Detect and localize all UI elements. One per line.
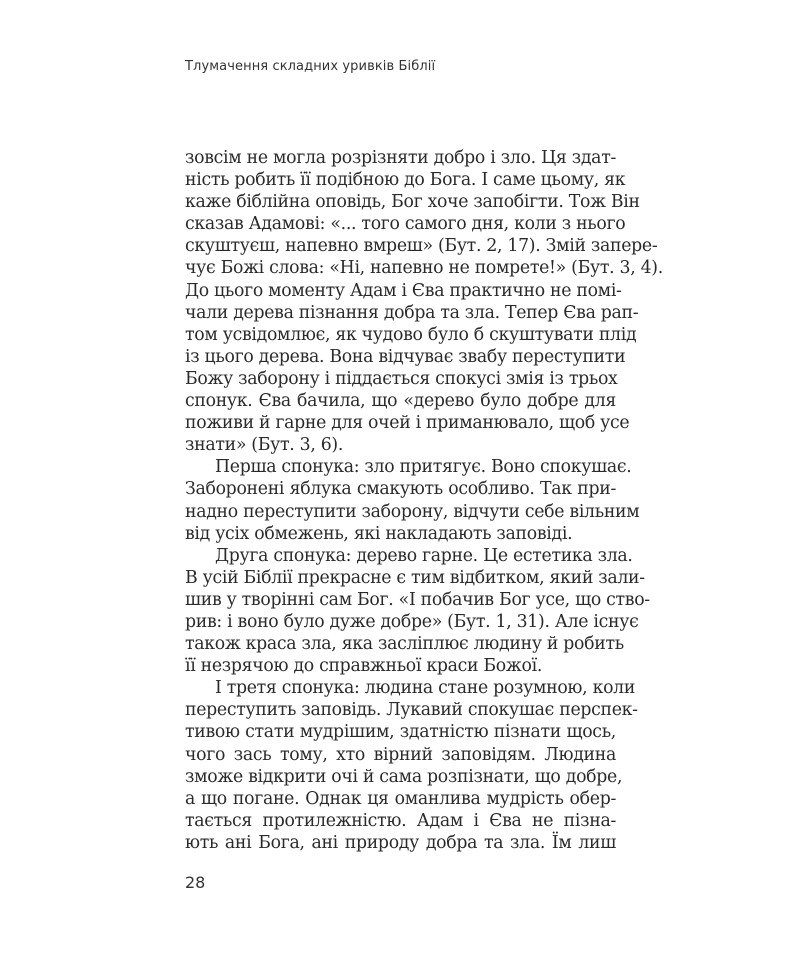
text-line: надно переступити заборону, відчути себе вільним (185, 501, 640, 522)
text-line: Заборонені яблука смакують особливо. Так при- (185, 479, 616, 500)
text-line: її незрячою до справжньої краси Божої. (185, 656, 543, 677)
text-line: шив у творінні сам Бог. «І побачив Бог усе, що ство- (185, 589, 650, 610)
paragraph (185, 677, 638, 854)
text-line: знати» (Бут. 3, 6). (185, 435, 344, 456)
text-line: зовсім не могла розрізняти добро і зло. Ця здат- (185, 148, 616, 168)
paragraph (185, 456, 640, 544)
text-line: том усвідомлює, як чудово було б скуштувати плід (185, 324, 637, 345)
text-line: В усій Біблії прекрасне є тим відбитком, який зали- (185, 567, 645, 588)
text-line: Перша спонука: зло притягує. Воно спокушає. (215, 457, 632, 478)
text-line: спонук. Єва бачила, що «дерево було добре для (185, 391, 616, 412)
text-line: поживи й гарне для очей і приманювало, щоб усе (185, 413, 630, 434)
paragraph (185, 147, 663, 456)
text-line: тається протилежністю. Адам і Єва не пізна- (185, 810, 616, 831)
text-line: ють ані Бога, ані природу добра та зла. Їм лиш (185, 832, 616, 853)
text-line: До цього моменту Адам і Єва практично не помі- (185, 280, 622, 301)
paragraph (185, 545, 650, 678)
text-line: чує Божі слова: «Ні, напевно не помрете!» (Бут. 3, 4). (185, 258, 663, 279)
text-line: також краса зла, яка засліплює людину й робить (185, 634, 624, 655)
text-line: Божу заборону і піддається спокусі змія із трьох (185, 368, 618, 389)
text-line: скуштуєш, напевно вмреш» (Бут. 2, 17). Змій запере- (185, 236, 658, 257)
text-line: переступить заповідь. Лукавий спокушає перспек- (185, 700, 638, 721)
text-line: ність робить її подібною до Бога. І саме цьому, як (185, 170, 626, 191)
body-text (185, 147, 663, 854)
text-line: чого зась тому, хто вірний заповідям. Людина (185, 744, 616, 765)
text-line: зможе відкрити очі й сама розпізнати, що добре, (185, 766, 623, 787)
text-line: а що погане. Однак ця оманлива мудрість обер- (185, 788, 616, 809)
text-line: тивою стати мудрішим, здатністю пізнати щось, (185, 722, 616, 743)
text-line: І третя спонука: людина стане розумною, коли (215, 678, 636, 699)
text-line: Друга спонука: дерево гарне. Це естетика зла. (215, 545, 633, 566)
text-line: із цього дерева. Вона відчуває звабу переступити (185, 346, 626, 367)
page-number: 28 (185, 873, 206, 892)
text-line: рив: і воно було дуже добре» (Бут. 1, 31). Але існує (185, 611, 639, 632)
text-line: від усіх обмежень, які накладають заповіді. (185, 523, 573, 544)
text-line: каже біблійна оповідь, Бог хоче запобігти. Тож Він (185, 192, 640, 213)
text-line: чали дерева пізнання добра та зла. Тепер Єва рап- (185, 302, 639, 323)
text-line: сказав Адамові: «... того самого дня, коли з нього (185, 214, 626, 235)
running-head: Тлумачення складних уривків Біблії (185, 59, 436, 74)
